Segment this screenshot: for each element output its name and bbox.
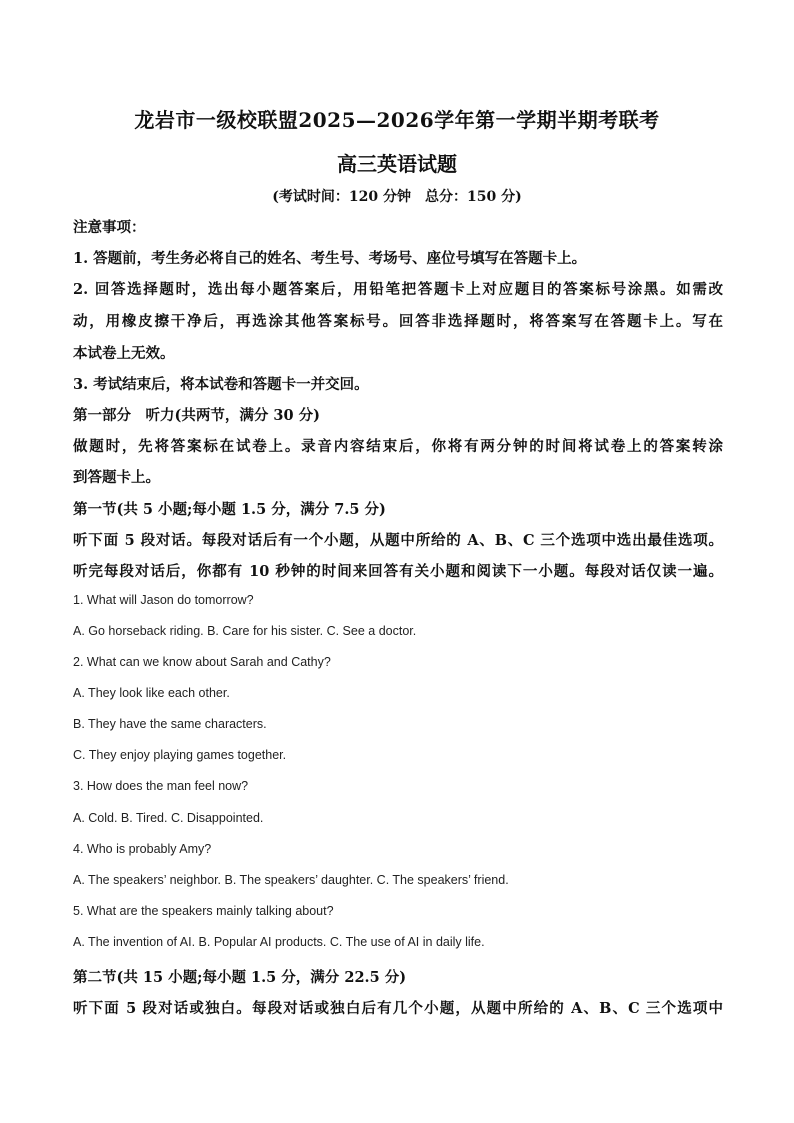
question-3: 3. How does the man feel now? [73,779,249,793]
section1-instr-line-1: 听下面 5 段对话。每段对话后有一个小题，从题中所给的 A、B、C 三个选项中选出最佳选项。 [73,532,723,549]
question-5-options: A. The invention of AI. B. Popular AI products. C. The use of AI in daily life. [73,935,485,949]
question-2-option-c: C. They enjoy playing games together. [73,748,287,762]
exam-info: (考试时间：120 分钟 总分：150 分) [272,189,522,205]
question-4: 4. Who is probably Amy? [73,842,212,856]
question-5: 5. What are the speakers mainly talking about? [73,904,334,918]
question-2-option-a: A. They look like each other. [73,686,230,700]
question-1-options: A. Go horseback riding. B. Care for his sister. C. See a doctor. [73,624,417,638]
section2-heading: 第二节(共 15 小题;每小题 1.5 分，满分 22.5 分) [73,969,407,986]
notes-item-2-line-1: 2. 回答选择题时，选出每小题答案后，用铅笔把答题卡上对应题目的答案标号涂黑。如需改 [73,281,723,298]
notes-item-2-line-2: 动，用橡皮擦干净后，再选涂其他答案标号。回答非选择题时，将答案写在答题卡上。写在 [73,313,723,330]
section1-heading: 第一节(共 5 小题;每小题 1.5 分，满分 7.5 分) [73,501,386,518]
exam-subtitle: 高三英语试题 [337,152,457,176]
question-3-options: A. Cold. B. Tired. C. Disappointed. [73,811,264,825]
section2-instr-line-1: 听下面 5 段对话或独白。每段对话或独白后有几个小题，从题中所给的 A、B、C 三个选项中 [73,1000,723,1017]
exam-title: 龙岩市一级校联盟2025—2026学年第一学期半期考联考 [134,108,660,132]
notes-item-2-line-3: 本试卷上无效。 [73,345,175,362]
part1-intro-line-2: 到答题卡上。 [73,469,160,486]
part1-intro-line-1: 做题时，先将答案标在试卷上。录音内容结束后，你将有两分钟的时间将试卷上的答案转涂 [73,438,723,455]
notes-item-3: 3. 考试结束后，将本试卷和答题卡一并交回。 [73,376,369,393]
question-1: 1. What will Jason do tomorrow? [73,593,254,607]
question-2-option-b: B. They have the same characters. [73,717,267,731]
section1-instr-line-2: 听完每段对话后，你都有 10 秒钟的时间来回答有关小题和阅读下一小题。每段对话仅读一遍。 [73,563,723,580]
notes-heading: 注意事项： [73,219,146,236]
notes-item-1: 1. 答题前，考生务必将自己的姓名、考生号、考场号、座位号填写在答题卡上。 [73,250,587,267]
part1-heading: 第一部分 听力(共两节，满分 30 分) [73,407,320,424]
question-4-options: A. The speakers’ neighbor. B. The speakers’ daughter. C. The speakers’ friend. [73,873,509,887]
question-2: 2. What can we know about Sarah and Cathy? [73,655,331,669]
